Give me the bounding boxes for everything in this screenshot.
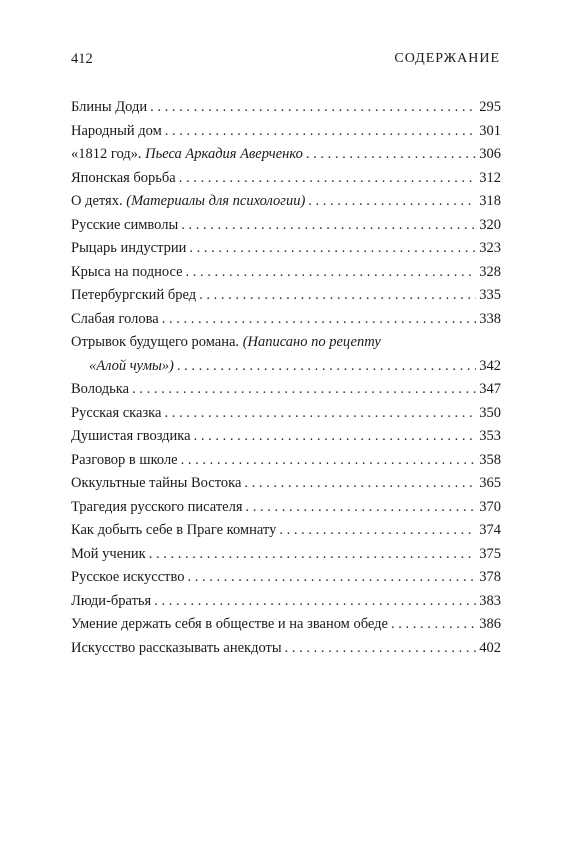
toc-entry-title (71, 613, 388, 637)
toc-entry (71, 496, 501, 520)
toc-entry-title-text: «1812 год». (71, 146, 146, 162)
toc-entry-page: 338 (479, 310, 501, 327)
toc-entry-page: 335 (479, 287, 501, 303)
toc-entry-title-text: Крыса на подносе (71, 263, 183, 280)
toc-entry-title-text: Умение держать себя в обществе и на званом обеде (71, 616, 388, 632)
toc-entry-page: 353 (479, 428, 501, 444)
toc-entry-title-text: Оккультные тайны Востока (71, 475, 242, 491)
dot-leader (279, 519, 476, 543)
toc-entry-page: 320 (479, 216, 501, 233)
toc-entry-page: 323 (479, 240, 501, 256)
toc-entry-page: 350 (479, 404, 501, 421)
dot-leader (162, 308, 477, 332)
table-of-contents (71, 96, 501, 660)
toc-entry-title (71, 566, 184, 590)
toc-entry-title (71, 308, 159, 332)
toc-entry-title (71, 496, 243, 520)
toc-entry-title-text: Искусство рассказывать анекдоты (71, 639, 282, 656)
dot-leader (179, 167, 477, 191)
toc-entry-title (71, 284, 196, 308)
toc-entry-subtitle: Пьеса Аркадия Аверченко (145, 146, 303, 162)
toc-entry-title (71, 402, 161, 426)
toc-entry-title-text: Отрывок будущего романа. (71, 334, 243, 350)
toc-entry-subtitle: (Написано по рецепту (242, 334, 381, 350)
toc-entry (71, 378, 501, 402)
toc-entry (71, 143, 501, 167)
toc-entry (71, 449, 501, 473)
toc-entry-title (71, 590, 151, 614)
dot-leader (154, 590, 476, 614)
toc-entry-title (71, 261, 183, 285)
toc-entry (71, 566, 501, 590)
dot-leader (164, 402, 476, 426)
toc-entry-page: 312 (479, 169, 501, 186)
toc-entry-subtitle: «Алой чумы») (89, 357, 174, 374)
toc-entry-title-text: Володька (71, 381, 130, 397)
toc-entry-title-text: Душистая гвоздика (71, 428, 191, 444)
toc-entry (71, 613, 501, 637)
toc-entry-page: 402 (479, 639, 501, 656)
toc-entry-title-text: Русская сказка (71, 404, 162, 421)
dot-leader (181, 449, 477, 473)
dot-leader (199, 284, 476, 308)
toc-entry-title-text: Народный дом (71, 122, 162, 139)
toc-entry-title-text: Трагедия русского писателя (71, 498, 243, 515)
toc-entry-title-text: Люди-братья (71, 592, 152, 609)
toc-entry-title (71, 214, 178, 238)
toc-entry (71, 590, 501, 614)
toc-entry-title (71, 120, 162, 144)
toc-entry-page: 358 (479, 451, 501, 468)
toc-entry (71, 214, 501, 238)
toc-entry-title-text: О детях. (71, 193, 127, 209)
dot-leader (150, 96, 476, 120)
toc-entry (71, 120, 501, 144)
toc-entry (71, 519, 501, 543)
toc-entry-title-text: Русские символы (71, 216, 179, 233)
toc-entry-title-text: Японская борьба (71, 169, 176, 186)
dot-leader (391, 613, 476, 637)
toc-entry-title (71, 143, 303, 167)
toc-entry-title-text: Мой ученик (71, 545, 146, 562)
toc-entry-title-text: Слабая голова (71, 310, 159, 327)
toc-entry-page: 386 (479, 616, 501, 632)
dot-leader (187, 566, 476, 590)
toc-entry-title (89, 355, 174, 379)
toc-entry (71, 190, 501, 214)
toc-entry-page: 328 (479, 263, 501, 280)
dot-leader (149, 543, 477, 567)
toc-entry (71, 543, 501, 567)
toc-entry (71, 331, 501, 355)
dot-leader (177, 355, 476, 379)
toc-entry-title (71, 637, 282, 661)
toc-entry (71, 261, 501, 285)
toc-entry-page: 301 (479, 122, 501, 139)
dot-leader (306, 143, 476, 167)
toc-entry-page: 347 (479, 381, 501, 397)
toc-entry-title (71, 237, 186, 261)
toc-entry-title (71, 425, 191, 449)
toc-entry-subtitle: (Материалы для психологии) (126, 193, 306, 209)
dot-leader (165, 120, 476, 144)
dot-leader (244, 472, 476, 496)
toc-entry-title (71, 449, 178, 473)
toc-entry-title (71, 190, 305, 214)
toc-entry-title-text: Русское искусство (71, 569, 185, 585)
toc-entry (71, 425, 501, 449)
toc-entry-continuation (71, 355, 501, 379)
toc-entry (71, 167, 501, 191)
dot-leader (194, 425, 477, 449)
toc-entry-title (71, 167, 176, 191)
toc-entry-title (71, 331, 381, 355)
dot-leader (186, 261, 477, 285)
toc-entry-page: 306 (479, 146, 501, 162)
toc-entry (71, 308, 501, 332)
toc-entry-page: 318 (479, 193, 501, 209)
toc-entry-page: 370 (479, 498, 501, 515)
toc-entry-title-text: Разговор в школе (71, 451, 178, 468)
toc-entry (71, 284, 501, 308)
dot-leader (132, 378, 476, 402)
toc-entry (71, 402, 501, 426)
toc-entry-title-text: Петербургский бред (71, 287, 197, 303)
toc-entry (71, 237, 501, 261)
toc-entry-title (71, 472, 241, 496)
toc-entry-page: 375 (479, 545, 501, 562)
toc-entry-page: 378 (479, 569, 501, 585)
dot-leader (181, 214, 476, 238)
toc-entry-page: 383 (479, 592, 501, 609)
dot-leader (308, 190, 476, 214)
toc-entry-title (71, 519, 276, 543)
toc-entry-title (71, 543, 146, 567)
toc-entry-page: 295 (479, 99, 501, 115)
dot-leader (285, 637, 477, 661)
running-head: СОДЕРЖАНИЕ (394, 51, 500, 66)
dot-leader (246, 496, 477, 520)
toc-entry-title-text: Блины Доди (71, 99, 148, 115)
toc-entry-page: 374 (479, 522, 501, 538)
toc-entry (71, 472, 501, 496)
toc-entry-page: 365 (479, 475, 501, 491)
toc-entry (71, 637, 501, 661)
toc-entry-title-text: Рыцарь индустрии (71, 240, 187, 256)
toc-entry-page: 342 (479, 357, 501, 374)
toc-entry-title (71, 96, 147, 120)
toc-entry (71, 96, 501, 120)
toc-entry-title-text: Как добыть себе в Праге комнату (71, 522, 277, 538)
toc-entry-title (71, 378, 129, 402)
page-number: 412 (71, 51, 93, 67)
dot-leader (189, 237, 476, 261)
